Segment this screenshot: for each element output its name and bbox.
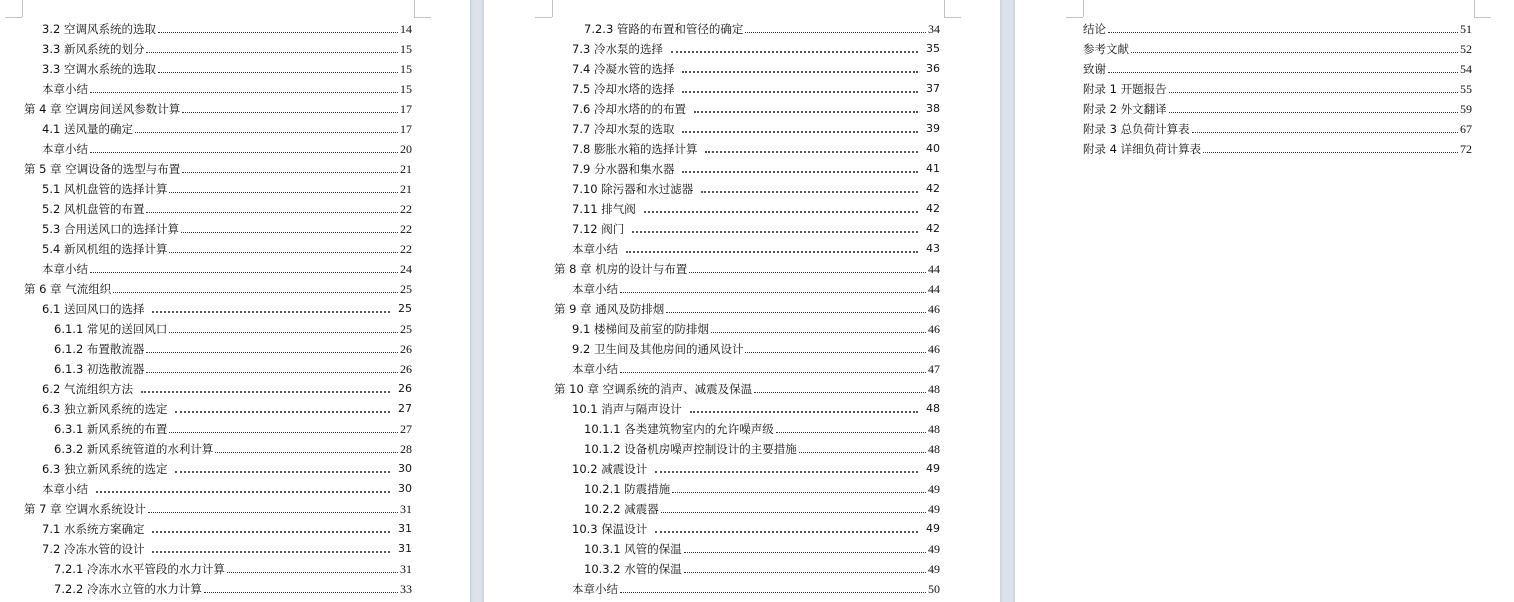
- toc-page-number: 42: [926, 222, 940, 235]
- toc-entry-title: 5.3 合用送风口的选择计算: [42, 222, 179, 236]
- dot-leader: [682, 71, 918, 73]
- toc-page-number: 30: [398, 482, 412, 495]
- dot-leader: [1108, 71, 1458, 73]
- dot-leader: [152, 311, 390, 313]
- dot-leader: [148, 511, 398, 513]
- toc-entry-title: 7.7 冷却水泵的选取: [572, 122, 675, 136]
- toc-entry-title: 附录 3 总负荷计算表: [1083, 122, 1190, 136]
- toc-entry[interactable]: [1083, 79, 1472, 99]
- toc-page-number: 49: [928, 482, 940, 496]
- toc-entry[interactable]: [572, 219, 940, 239]
- toc-entry-title: 6.1.3 初选散流器: [54, 362, 145, 376]
- toc-entry-title: 5.2 风机盘管的布置: [42, 202, 145, 216]
- toc-entry-title: 7.2.3 管路的布置和管径的确定: [584, 22, 744, 36]
- toc-entry[interactable]: [54, 339, 412, 359]
- toc-entry[interactable]: [42, 539, 412, 559]
- toc-page-number: 48: [928, 422, 940, 436]
- toc-entry-title: 5.1 风机盘管的选择计算: [42, 182, 168, 196]
- toc-entry-title: 第 9 章 通风及防排烟: [554, 302, 665, 316]
- toc-page-number: 37: [926, 82, 940, 95]
- toc-entry[interactable]: [572, 519, 940, 539]
- toc-entry-title: 附录 2 外文翻译: [1083, 102, 1167, 116]
- dot-leader: [90, 151, 398, 153]
- toc-entry[interactable]: [54, 559, 412, 579]
- toc-page-number: 46: [928, 342, 940, 356]
- toc-entry-title: 10.1 消声与隔声设计: [572, 402, 682, 416]
- toc-entry-title: 本章小结: [42, 262, 88, 276]
- toc-entry[interactable]: [42, 479, 412, 499]
- toc-page-number: 72: [1460, 142, 1472, 156]
- toc-page-number: 22: [400, 242, 412, 256]
- dot-leader: [169, 331, 398, 333]
- dot-leader: [1108, 31, 1458, 33]
- toc-page-number: 15: [400, 62, 412, 76]
- dot-leader: [776, 431, 926, 433]
- toc-entry[interactable]: [24, 279, 412, 299]
- dot-leader: [146, 211, 398, 213]
- dot-leader: [682, 171, 918, 173]
- toc-entry-title: 7.5 冷却水塔的选择: [572, 82, 675, 96]
- document-page-3: [1015, 0, 1514, 602]
- toc-entry-title: 10.1.1 各类建筑物室内的允许噪声级: [584, 422, 774, 436]
- dot-leader: [113, 291, 398, 293]
- dot-leader: [158, 71, 398, 73]
- toc-page-number: 67: [1460, 122, 1472, 136]
- toc-page-number: 25: [398, 302, 412, 315]
- toc-entry[interactable]: [572, 319, 940, 339]
- toc-entry[interactable]: [42, 399, 412, 419]
- toc-entry-title: 4.1 送风量的确定: [42, 122, 133, 136]
- toc-page-number: 24: [400, 262, 412, 276]
- toc-entry-title: 第 7 章 空调水系统设计: [24, 502, 146, 516]
- toc-entry[interactable]: [572, 99, 940, 119]
- dot-leader: [135, 131, 398, 133]
- toc-entry-title: 结论: [1083, 22, 1106, 36]
- toc-page-number: 15: [400, 42, 412, 56]
- dot-leader: [181, 231, 398, 233]
- toc-entry[interactable]: [54, 419, 412, 439]
- toc-entry-title: 7.6 冷却水塔的的布置: [572, 102, 686, 116]
- toc-page-number: 44: [928, 282, 940, 296]
- toc-entry-title: 10.3 保温设计: [572, 522, 648, 536]
- toc-entry[interactable]: [42, 199, 412, 219]
- toc-entry-title: 本章小结: [572, 582, 618, 596]
- toc-entry-title: 9.2 卫生间及其他房间的通风设计: [572, 342, 744, 356]
- dot-leader: [666, 311, 926, 313]
- toc-page-number: 20: [400, 142, 412, 156]
- toc-entry[interactable]: [572, 579, 940, 599]
- toc-entry[interactable]: [42, 239, 412, 259]
- dot-leader: [90, 91, 398, 93]
- toc-entry-title: 10.2.2 减震器: [584, 502, 659, 516]
- toc-entry-title: 3.2 空调风系统的选取: [42, 22, 156, 36]
- toc-entry-title: 7.1 水系统方案确定: [42, 522, 145, 536]
- dot-leader: [682, 91, 918, 93]
- toc-page-number: 26: [400, 362, 412, 376]
- toc-entry-title: 7.12 阀门: [572, 222, 625, 236]
- dot-leader: [175, 471, 390, 473]
- dot-leader: [175, 411, 390, 413]
- toc-entry[interactable]: [572, 399, 940, 419]
- toc-page-number: 40: [926, 142, 940, 155]
- toc-entry-title: 7.2.1 冷冻水水平管段的水力计算: [54, 562, 225, 576]
- toc-page-number: 15: [400, 82, 412, 96]
- toc-entry-title: 参考文献: [1083, 42, 1129, 56]
- toc-entry-title: 本章小结: [572, 282, 618, 296]
- dot-leader: [682, 131, 918, 133]
- toc-entry[interactable]: [24, 99, 412, 119]
- dot-leader: [655, 471, 918, 473]
- dot-leader: [626, 251, 918, 253]
- toc-page-number: 54: [1460, 62, 1472, 76]
- toc-page-number: 26: [398, 382, 412, 395]
- toc-entry-title: 7.3 冷水泵的选择: [572, 42, 663, 56]
- toc-page-number: 35: [926, 42, 940, 55]
- toc-entry[interactable]: [584, 499, 940, 519]
- toc-page-number: 49: [926, 462, 940, 475]
- toc-entry[interactable]: [42, 179, 412, 199]
- toc-page-number: 17: [400, 122, 412, 136]
- toc-entry-title: 7.2.2 冷冻水立管的水力计算: [54, 582, 202, 596]
- dot-leader: [169, 251, 398, 253]
- toc-entry-title: 7.2 冷冻水管的设计: [42, 542, 145, 556]
- toc-entry-title: 7.8 膨胀水箱的选择计算: [572, 142, 698, 156]
- toc-entry-title: 第 10 章 空调系统的消声、减震及保温: [554, 382, 753, 396]
- toc-entry-title: 9.1 楼梯间及前室的防排烟: [572, 322, 709, 336]
- dot-leader: [620, 291, 926, 293]
- dot-leader: [158, 31, 398, 33]
- dot-leader: [204, 591, 398, 593]
- toc-entry-title: 6.1 送回风口的选择: [42, 302, 145, 316]
- toc-page-number: 31: [400, 562, 412, 576]
- toc-entry[interactable]: [42, 519, 412, 539]
- toc-entry-title: 附录 1 开题报告: [1083, 82, 1167, 96]
- toc-page-number: 30: [398, 462, 412, 475]
- toc-page-number: 49: [926, 522, 940, 535]
- toc-page-number: 33: [400, 582, 412, 596]
- toc-entry-title: 7.9 分水器和集水器: [572, 162, 675, 176]
- page-gap: [1000, 0, 1015, 602]
- toc-entry-title: 10.3.2 水管的保温: [584, 562, 682, 576]
- toc-entry[interactable]: [42, 19, 412, 39]
- toc-entry[interactable]: [572, 59, 940, 79]
- dot-leader: [655, 531, 918, 533]
- toc-entry-title: 第 6 章 气流组织: [24, 282, 112, 296]
- toc-entry[interactable]: [554, 379, 940, 399]
- toc-page-number: 31: [398, 522, 412, 535]
- dot-leader: [1169, 91, 1458, 93]
- dot-leader: [661, 511, 926, 513]
- toc-entry-title: 3.3 空调水系统的选取: [42, 62, 156, 76]
- toc-page-number: 55: [1460, 82, 1472, 96]
- toc-entry[interactable]: [42, 259, 412, 279]
- toc-page-number: 46: [928, 302, 940, 316]
- dot-leader: [152, 551, 390, 553]
- toc-entry-title: 10.3.1 风管的保温: [584, 542, 682, 556]
- toc-page-number: 50: [928, 582, 940, 596]
- toc-entry[interactable]: [572, 459, 940, 479]
- dot-leader: [146, 371, 398, 373]
- dot-leader: [96, 491, 390, 493]
- toc-page-number: 17: [400, 102, 412, 116]
- toc-page-number: 44: [928, 262, 940, 276]
- toc-page-number: 47: [928, 362, 940, 376]
- toc-entry-title: 6.2 气流组织方法: [42, 382, 133, 396]
- dot-leader: [182, 171, 398, 173]
- dot-leader: [754, 391, 926, 393]
- toc-page-number: 51: [1460, 22, 1472, 36]
- toc-page-number: 22: [400, 222, 412, 236]
- toc-page-number: 28: [400, 442, 412, 456]
- dot-leader: [694, 111, 918, 113]
- toc-entry-title: 6.1.1 常见的送回风口: [54, 322, 168, 336]
- toc-entry[interactable]: [572, 159, 940, 179]
- toc-page-number: 48: [928, 382, 940, 396]
- document-page-2: [484, 0, 1000, 602]
- dot-leader: [1169, 111, 1458, 113]
- dot-leader: [684, 551, 926, 553]
- toc-entry[interactable]: [24, 159, 412, 179]
- dot-leader: [169, 191, 398, 193]
- toc-page-number: 49: [928, 502, 940, 516]
- toc-entry-title: 10.1.2 设备机房噪声控制设计的主要措施: [584, 442, 797, 456]
- dot-leader: [620, 371, 926, 373]
- dot-leader: [672, 491, 926, 493]
- toc-entry[interactable]: [42, 219, 412, 239]
- toc-page-number: 31: [398, 542, 412, 555]
- toc-page-number: 14: [400, 22, 412, 36]
- dot-leader: [632, 231, 918, 233]
- toc-page-number: 49: [928, 562, 940, 576]
- toc-entry[interactable]: [24, 499, 412, 519]
- toc-entry-title: 本章小结: [42, 482, 88, 496]
- toc-page-number: 41: [926, 162, 940, 175]
- toc-page-number: 43: [926, 242, 940, 255]
- toc-entry[interactable]: [42, 59, 412, 79]
- page-gap: [470, 0, 484, 602]
- toc-page-number: 27: [398, 402, 412, 415]
- toc-page-number: 42: [926, 202, 940, 215]
- dot-leader: [227, 571, 398, 573]
- toc-entry-title: 本章小结: [42, 142, 88, 156]
- toc-entry[interactable]: [1083, 119, 1472, 139]
- toc-entry[interactable]: [42, 379, 412, 399]
- toc-entry[interactable]: [42, 139, 412, 159]
- toc-page-number: 27: [400, 422, 412, 436]
- dot-leader: [745, 351, 926, 353]
- toc-entry-title: 10.2 减震设计: [572, 462, 648, 476]
- toc-entry[interactable]: [584, 19, 940, 39]
- toc-entry-title: 6.3.2 新风系统管道的水利计算: [54, 442, 214, 456]
- dot-leader: [141, 391, 390, 393]
- toc-entry-title: 本章小结: [572, 362, 618, 376]
- dot-leader: [711, 331, 926, 333]
- toc-entry[interactable]: [42, 79, 412, 99]
- toc-entry-title: 本章小结: [572, 242, 618, 256]
- toc-entry[interactable]: [1083, 59, 1472, 79]
- toc-page-number: 22: [400, 202, 412, 216]
- toc-page-number: 59: [1460, 102, 1472, 116]
- dot-leader: [215, 451, 398, 453]
- toc-entry[interactable]: [42, 299, 412, 319]
- toc-entry[interactable]: [54, 359, 412, 379]
- toc-entry[interactable]: [584, 419, 940, 439]
- toc-entry[interactable]: [584, 539, 940, 559]
- toc-entry[interactable]: [572, 39, 940, 59]
- toc-entry-title: 3.3 新风系统的划分: [42, 42, 145, 56]
- toc-page-number: 39: [926, 122, 940, 135]
- toc-entry-title: 本章小结: [42, 82, 88, 96]
- toc-entry[interactable]: [584, 559, 940, 579]
- toc-entry-title: 附录 4 详细负荷计算表: [1083, 142, 1202, 156]
- dot-leader: [146, 351, 398, 353]
- toc-entry[interactable]: [1083, 19, 1472, 39]
- toc-entry-title: 10.2.1 防震措施: [584, 482, 671, 496]
- toc-entry[interactable]: [584, 439, 940, 459]
- toc-page-number: 46: [928, 322, 940, 336]
- toc-page-number: 38: [926, 102, 940, 115]
- toc-entry-title: 5.4 新风机组的选择计算: [42, 242, 168, 256]
- toc-entry[interactable]: [572, 199, 940, 219]
- toc-entry[interactable]: [42, 459, 412, 479]
- dot-leader: [690, 411, 918, 413]
- dot-leader: [799, 451, 926, 453]
- dot-leader: [644, 211, 918, 213]
- toc-entry[interactable]: [554, 259, 940, 279]
- toc-entry-title: 7.10 除污器和水过滤器: [572, 182, 694, 196]
- dot-leader: [689, 271, 926, 273]
- toc-entry-title: 6.3 独立新风系统的选定: [42, 402, 168, 416]
- toc-entry[interactable]: [42, 119, 412, 139]
- toc-entry-title: 6.3.1 新风系统的布置: [54, 422, 168, 436]
- toc-page-number: 52: [1460, 42, 1472, 56]
- toc-entry[interactable]: [584, 479, 940, 499]
- dot-leader: [1203, 151, 1458, 153]
- dot-leader: [169, 431, 398, 433]
- toc-entry[interactable]: [1083, 139, 1472, 159]
- toc-entry-title: 6.3 独立新风系统的选定: [42, 462, 168, 476]
- toc-page-number: 21: [400, 162, 412, 176]
- toc-entry-title: 致谢: [1083, 62, 1106, 76]
- toc-page-number: 48: [926, 402, 940, 415]
- toc-entry-title: 7.4 冷凝水管的选择: [572, 62, 675, 76]
- toc-entry[interactable]: [1083, 39, 1472, 59]
- toc-entry[interactable]: [572, 239, 940, 259]
- toc-page-number: 48: [928, 442, 940, 456]
- toc-entry[interactable]: [572, 119, 940, 139]
- dot-leader: [146, 51, 398, 53]
- toc-entry[interactable]: [1083, 99, 1472, 119]
- toc-entry[interactable]: [572, 79, 940, 99]
- toc-page-number: 25: [400, 322, 412, 336]
- dot-leader: [1131, 51, 1458, 53]
- dot-leader: [620, 591, 926, 593]
- dot-leader: [1192, 131, 1458, 133]
- toc-entry[interactable]: [572, 359, 940, 379]
- dot-leader: [90, 271, 398, 273]
- dot-leader: [152, 531, 390, 533]
- toc-entry[interactable]: [54, 319, 412, 339]
- toc-page-number: 42: [926, 182, 940, 195]
- toc-page-number: 49: [928, 542, 940, 556]
- dot-leader: [684, 571, 926, 573]
- toc-page-number: 34: [928, 22, 940, 36]
- toc-page-number: 36: [926, 62, 940, 75]
- toc-entry[interactable]: [572, 179, 940, 199]
- toc-entry[interactable]: [54, 439, 412, 459]
- toc-entry[interactable]: [54, 579, 412, 599]
- dot-leader: [671, 51, 918, 53]
- toc-entry[interactable]: [572, 139, 940, 159]
- toc-entry-title: 7.11 排气阀: [572, 202, 636, 216]
- dot-leader: [182, 111, 398, 113]
- toc-entry-title: 6.1.2 布置散流器: [54, 342, 145, 356]
- toc-entry-title: 第 8 章 机房的设计与布置: [554, 262, 688, 276]
- toc-entry[interactable]: [42, 39, 412, 59]
- toc-entry[interactable]: [554, 299, 940, 319]
- toc-page-number: 26: [400, 342, 412, 356]
- toc-page-number: 21: [400, 182, 412, 196]
- toc-page-number: 25: [400, 282, 412, 296]
- dot-leader: [745, 31, 926, 33]
- toc-entry-title: 第 4 章 空调房间送风参数计算: [24, 102, 181, 116]
- toc-page-number: 31: [400, 502, 412, 516]
- dot-leader: [701, 191, 918, 193]
- dot-leader: [705, 151, 918, 153]
- toc-entry[interactable]: [572, 279, 940, 299]
- toc-entry-title: 第 5 章 空调设备的选型与布置: [24, 162, 181, 176]
- document-page-1: [0, 0, 470, 602]
- toc-entry[interactable]: [572, 339, 940, 359]
